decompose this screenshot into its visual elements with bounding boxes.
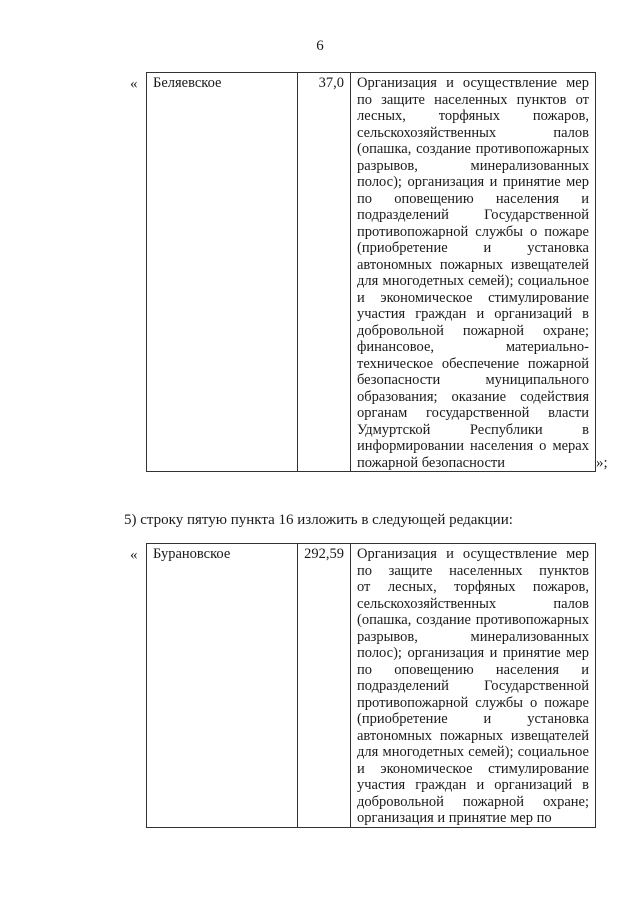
- description-line: лесных, торфяных пожаров,: [357, 108, 589, 124]
- closing-quote: »;: [596, 455, 608, 471]
- description-line: автономных пожарных извещателей: [357, 256, 589, 273]
- amendment-instruction: 5) строку пятую пункта 16 изложить в следующей редакции:: [124, 512, 513, 528]
- description-line: Организация и осуществление мер: [357, 546, 589, 562]
- description-line: автономных пожарных извещателей: [357, 727, 589, 744]
- description-line: полос); организация и принятие мер: [357, 645, 589, 661]
- description-line: Организация и осуществление мер: [357, 75, 589, 91]
- table-row: [147, 544, 596, 828]
- description-line: для многодетных семей); социальное: [357, 273, 589, 289]
- description-line: (опашка, создание противопожарных: [357, 141, 589, 157]
- description-line: пожарной безопасности: [357, 454, 505, 471]
- description-line: разрывов, минерализованных: [357, 628, 589, 645]
- amount-value: 292,59: [298, 544, 351, 828]
- description-line: разрывов, минерализованных: [357, 157, 589, 174]
- description-line: сельскохозяйственных палов: [357, 595, 589, 612]
- description-line: противопожарной службы о пожаре: [357, 223, 589, 240]
- amendment-table-2: [146, 543, 596, 828]
- description-line: для многодетных семей); социальное: [357, 744, 589, 760]
- description-line: участия граждан и организаций в: [357, 306, 589, 322]
- opening-quote: «: [130, 76, 138, 92]
- description-line: (опашка, создание противопожарных: [357, 612, 589, 628]
- page-number: 6: [316, 38, 324, 54]
- description-line: образования; оказание содействия: [357, 388, 589, 405]
- description-line: по оповещению населения и: [357, 190, 589, 207]
- amount-value: 37,0: [298, 73, 351, 472]
- description-line: добровольной пожарной охране;: [357, 322, 589, 339]
- description-line: по защите населенных пунктов: [357, 562, 589, 579]
- description-line: полос); организация и принятие мер: [357, 174, 589, 190]
- description-line: противопожарной службы о пожаре: [357, 694, 589, 711]
- settlement-name: Беляевское: [147, 73, 298, 472]
- description-line: участия граждан и организаций в: [357, 777, 589, 793]
- amendment-table-1: [146, 72, 596, 472]
- description-line: подразделений Государственной: [357, 678, 589, 694]
- settlement-name: Бурановское: [147, 544, 298, 828]
- description-line: техническое обеспечение пожарной: [357, 355, 589, 372]
- opening-quote: «: [130, 547, 138, 563]
- description-line: по защите населенных пунктов от: [357, 91, 589, 108]
- description-line: информировании населения о мерах: [357, 438, 589, 454]
- description-line: (приобретение и установка: [357, 711, 589, 727]
- description-line: финансовое, материально-: [357, 339, 589, 355]
- description-line: сельскохозяйственных палов: [357, 124, 589, 141]
- table-row: [147, 73, 596, 472]
- description-line: от лесных, торфяных пожаров,: [357, 579, 589, 595]
- description-line: подразделений Государственной: [357, 207, 589, 223]
- description-line: и экономическое стимулирование: [357, 289, 589, 306]
- description-line: добровольной пожарной охране;: [357, 793, 589, 810]
- measures-description: [351, 73, 596, 472]
- description-line: организация и принятие мер по: [357, 810, 552, 826]
- description-line: по оповещению населения и: [357, 661, 589, 678]
- description-line: и экономическое стимулирование: [357, 760, 589, 777]
- measures-description: [351, 544, 596, 828]
- description-line: безопасности муниципального: [357, 372, 589, 388]
- description-line: органам государственной власти: [357, 405, 589, 421]
- description-line: Удмуртской Республики в: [357, 421, 589, 438]
- description-line: (приобретение и установка: [357, 240, 589, 256]
